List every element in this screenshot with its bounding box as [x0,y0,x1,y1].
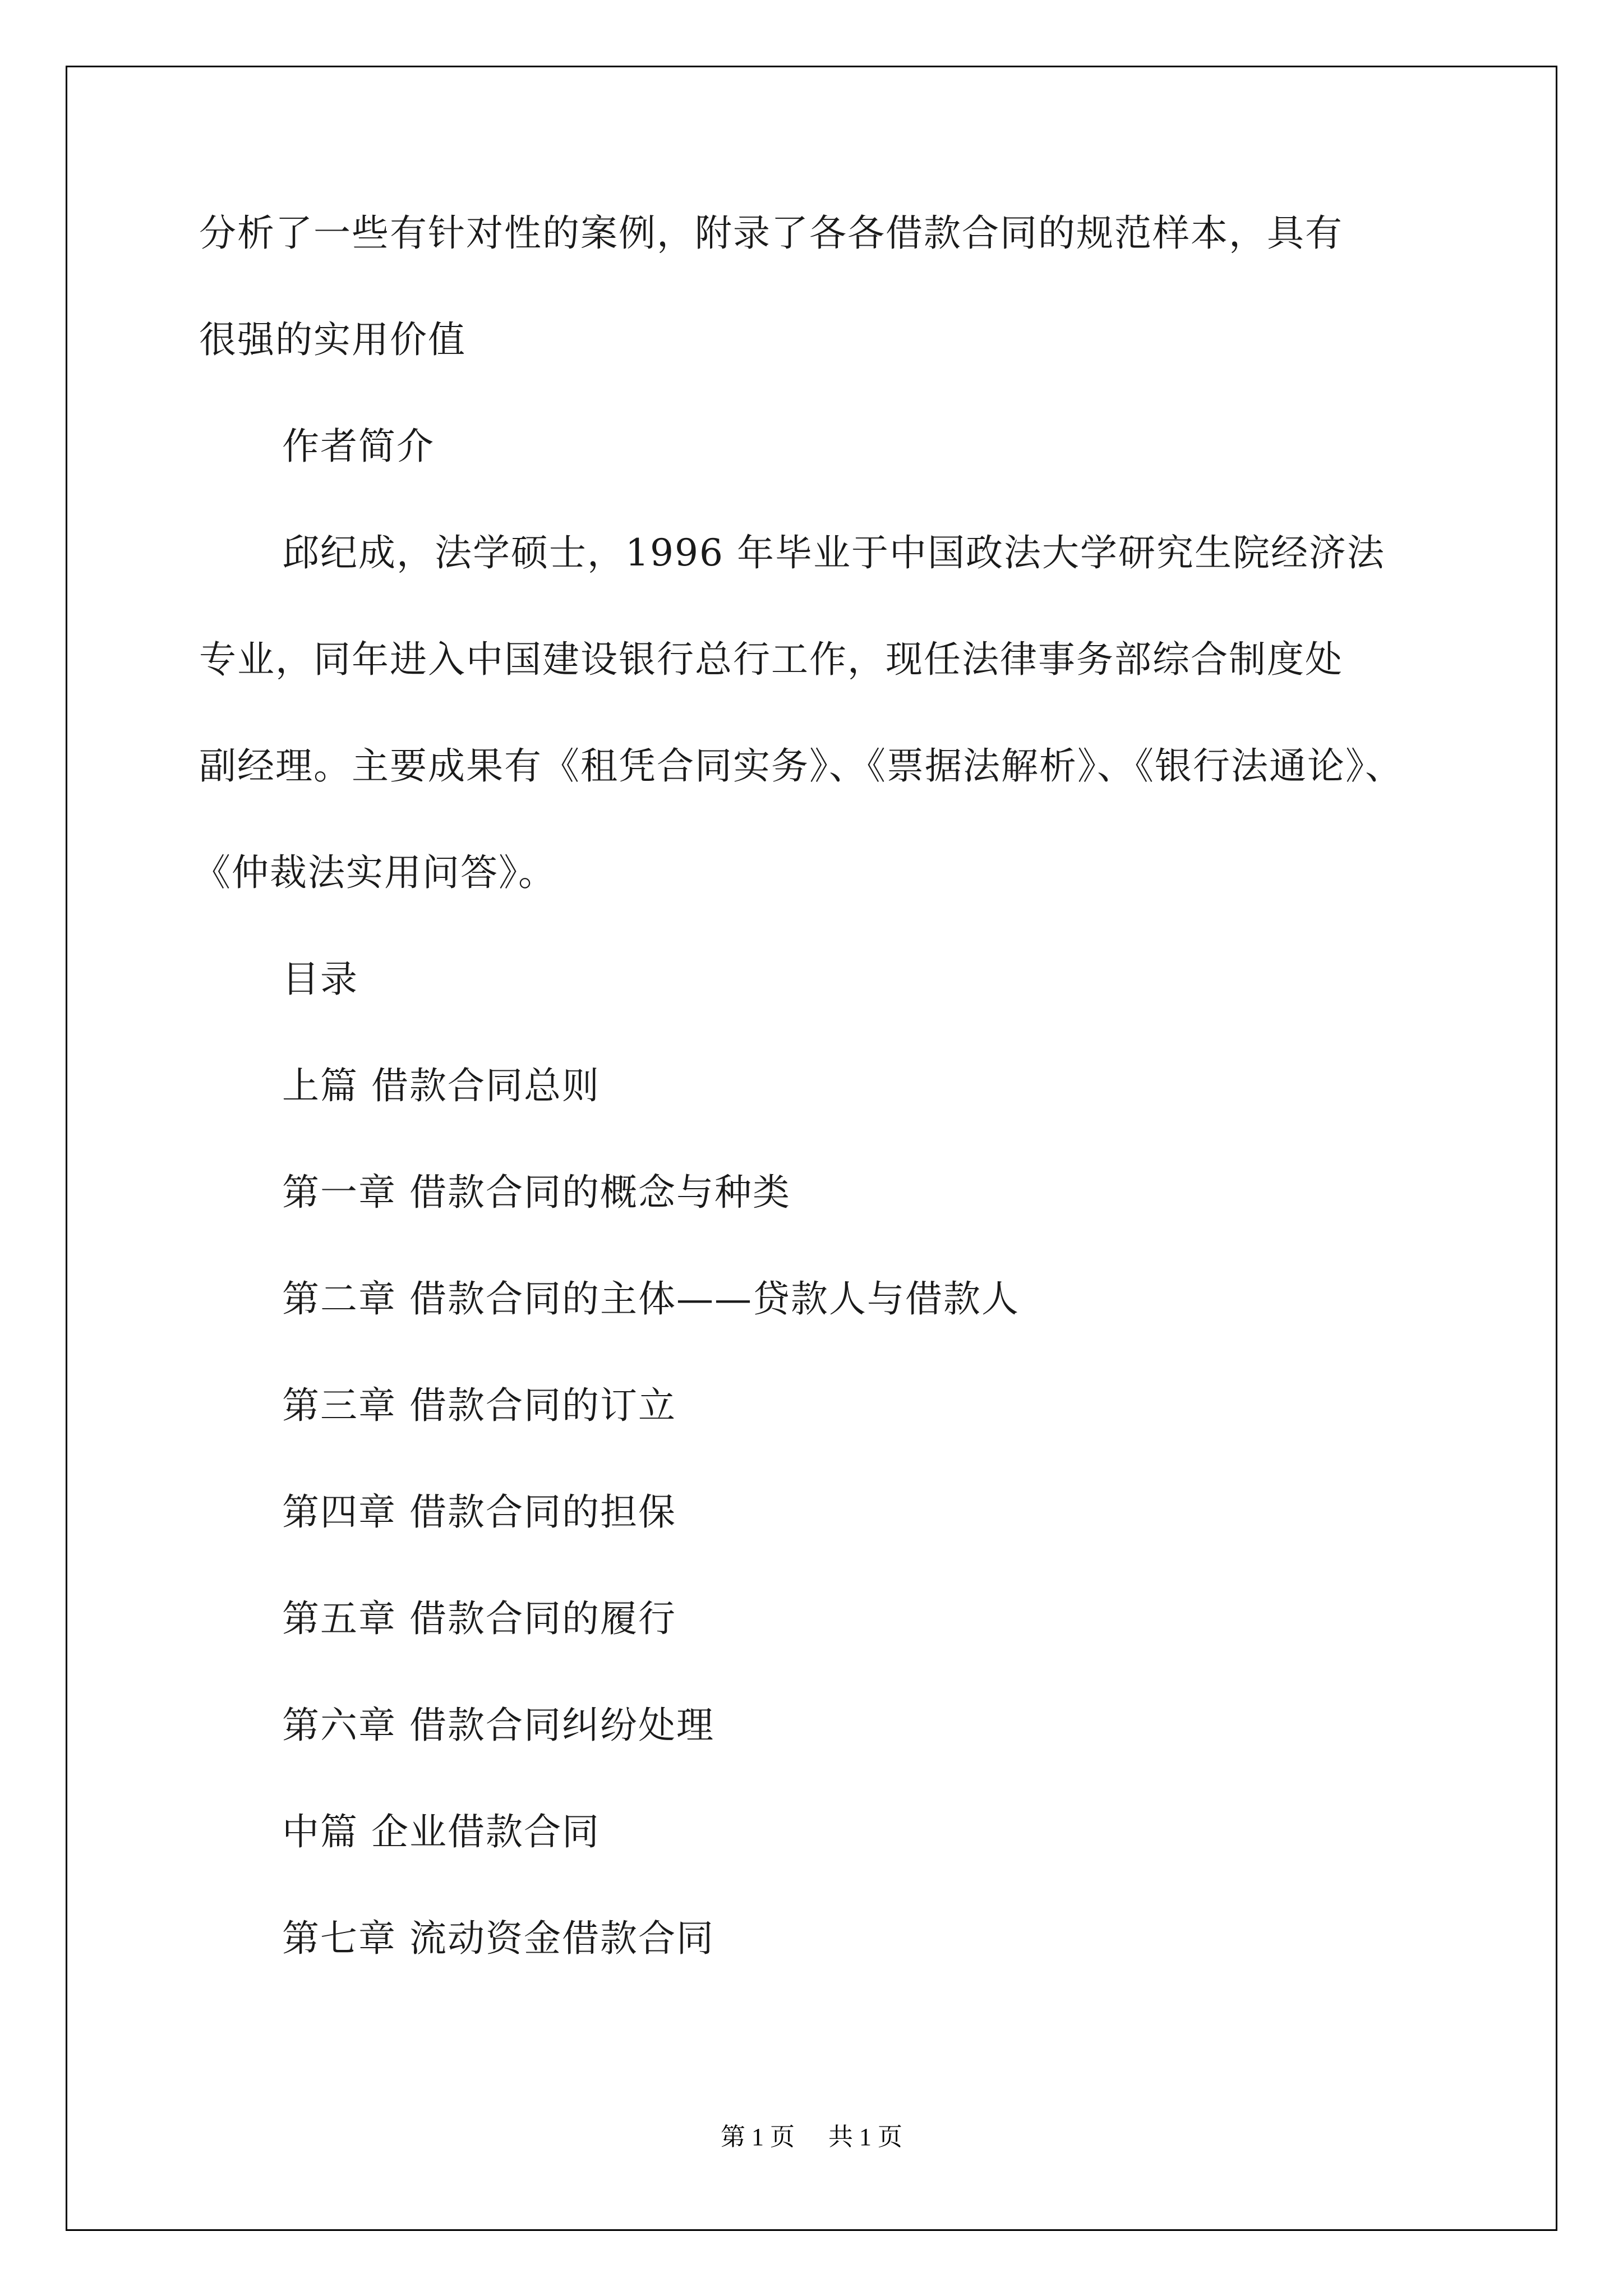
section-heading-author: 作者简介 [282,425,435,468]
page-number-total: 共 1 页 [828,2123,902,2151]
paragraph-line: 《仲裁法实用问答》。 [193,851,556,894]
toc-entry: 上篇 借款合同总则 [282,1064,600,1107]
toc-entry: 第三章 借款合同的订立 [282,1384,676,1427]
toc-entry: 第六章 借款合同纠纷处理 [282,1704,714,1747]
toc-entry: 第一章 借款合同的概念与种类 [282,1171,791,1214]
toc-entry: 第五章 借款合同的履行 [282,1597,676,1640]
paragraph-line: 分析了一些有针对性的案例，附录了各各借款合同的规范样本，具有 [199,211,1343,255]
toc-entry: 第四章 借款合同的担保 [282,1490,676,1534]
page-number-current: 第 1 页 [721,2123,795,2151]
paragraph-line: 邱纪成，法学硕士，1996 年毕业于中国政法大学研究生院经济法 [282,531,1385,574]
paragraph-line: 副经理。主要成果有《租凭合同实务》、《票据法解析》、《银行法通论》、 [199,744,1403,788]
paragraph-line: 很强的实用价值 [199,318,466,361]
paragraph-line: 专业，同年进入中国建设银行总行工作，现任法律事务部综合制度处 [199,638,1343,681]
page-footer [0,2122,1623,2153]
toc-entry: 第七章 流动资金借款合同 [282,1917,714,1960]
document-body [193,209,1509,2021]
toc-entry: 第二章 借款合同的主体——贷款人与借款人 [282,1277,1020,1320]
section-heading-toc: 目录 [282,958,358,1001]
toc-entry: 中篇 企业借款合同 [282,1810,600,1853]
